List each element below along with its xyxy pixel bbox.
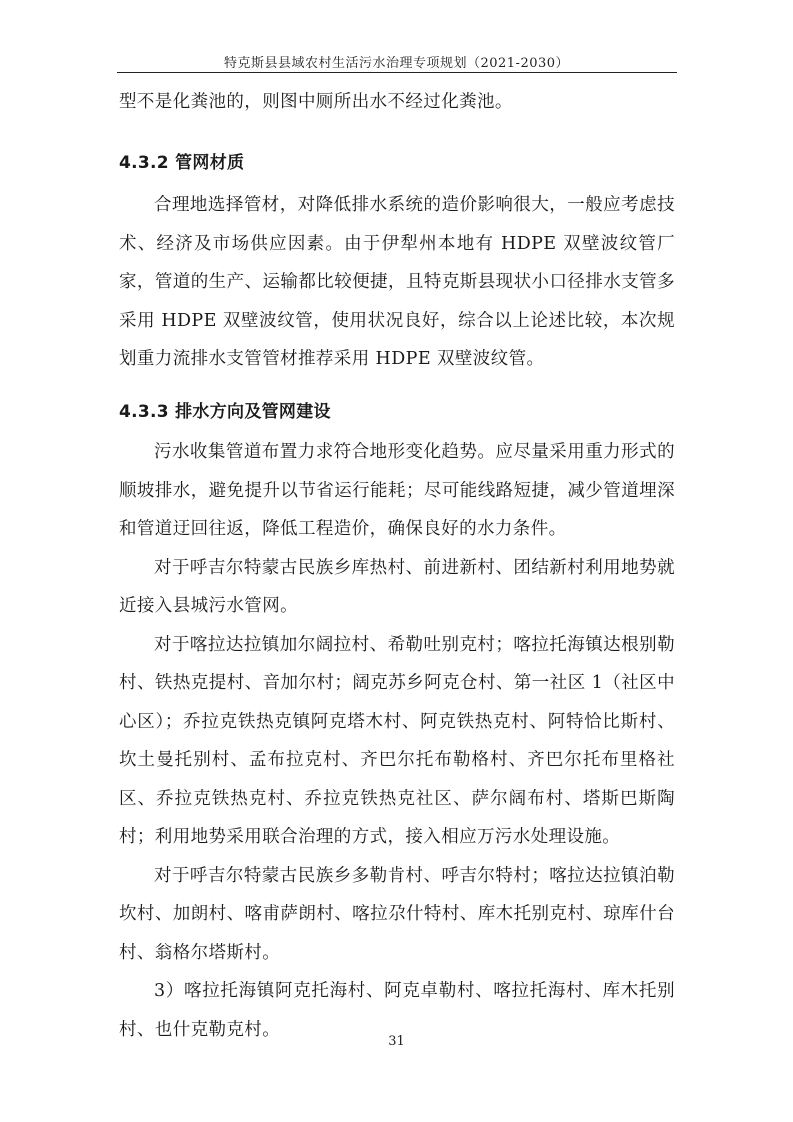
paragraph-pipe-material: 合理地选择管材，对降低排水系统的造价影响很大，一般应考虑技术、经济及市场供应因素。由于伊犁州本地有 HDPE 双壁波纹管厂家，管道的生产、运输都比较便捷，且特克斯县现状小口径排水支管多采用 HDPE 双壁波纹管，使用状况良好，综合以上论述比较，本次规划重力流排水支管管材推荐采用 HDPE 双壁波纹管。 bbox=[119, 195, 675, 369]
paragraph-joint-treatment: 对于喀拉达拉镇加尔阔拉村、希勒吐别克村；喀拉托海镇达根别勒村、铁热克提村、音加尔村；阔克苏乡阿克仓村、第一社区 1（社区中心区）；乔拉克铁热克镇阿克塔木村、阿克铁热克村、阿特恰比斯村、坎土曼托别村、孟布拉克村、齐巴尔托布勒格村、齐巴尔托布里格社区、乔拉克铁热克村、乔拉克铁热克社区、萨尔阔布村、塔斯巴斯陶村；利用地势采用联合治理的方式，接入相应万污水处理设施。 bbox=[119, 634, 675, 847]
section-4-3-2-body bbox=[119, 186, 675, 379]
paragraph-hujierte-villages: 对于呼吉尔特蒙古民族乡多勒肯村、呼吉尔特村；喀拉达拉镇泊勒坎村、加朗村、喀甫萨朗村、喀拉尕什特村、库木托别克村、琼库什台村、翁格尔塔斯村。 bbox=[119, 865, 675, 963]
running-header: 特克斯县县域农村生活污水治理专项规划（2021-2030） bbox=[223, 56, 570, 71]
paragraph-item-3: 3）喀拉托海镇阿克托海村、阿克卓勒村、喀拉托海村、库木托别村、也什克勒克村。 bbox=[119, 981, 675, 1040]
page-number: 31 bbox=[388, 1034, 405, 1049]
section-4-3-3-heading-block bbox=[119, 397, 675, 422]
section-heading-4-3-2: 4.3.2 管网材质 bbox=[119, 153, 245, 173]
section-heading-4-3-3: 4.3.3 排水方向及管网建设 bbox=[119, 402, 331, 422]
paragraph-county-network: 对于呼吉尔特蒙古民族乡库热村、前进新村、团结新村利用地势就近接入县城污水管网。 bbox=[119, 557, 675, 616]
header-rule bbox=[117, 72, 677, 73]
paragraph-layout-principle: 污水收集管道布置力求符合地形变化趋势。应尽量采用重力形式的顺坡排水，避免提升以节省运行能耗；尽可能线路短捷，减少管道埋深和管道迂回往返，降低工程造价，确保良好的水力条件。 bbox=[119, 442, 675, 539]
section-4-3-2-heading-block bbox=[119, 148, 675, 173]
carryover-paragraph: 型不是化粪池的，则图中厕所出水不经过化粪池。 bbox=[119, 92, 513, 112]
carryover-block bbox=[119, 83, 675, 122]
section-4-3-3-body bbox=[119, 433, 675, 1049]
